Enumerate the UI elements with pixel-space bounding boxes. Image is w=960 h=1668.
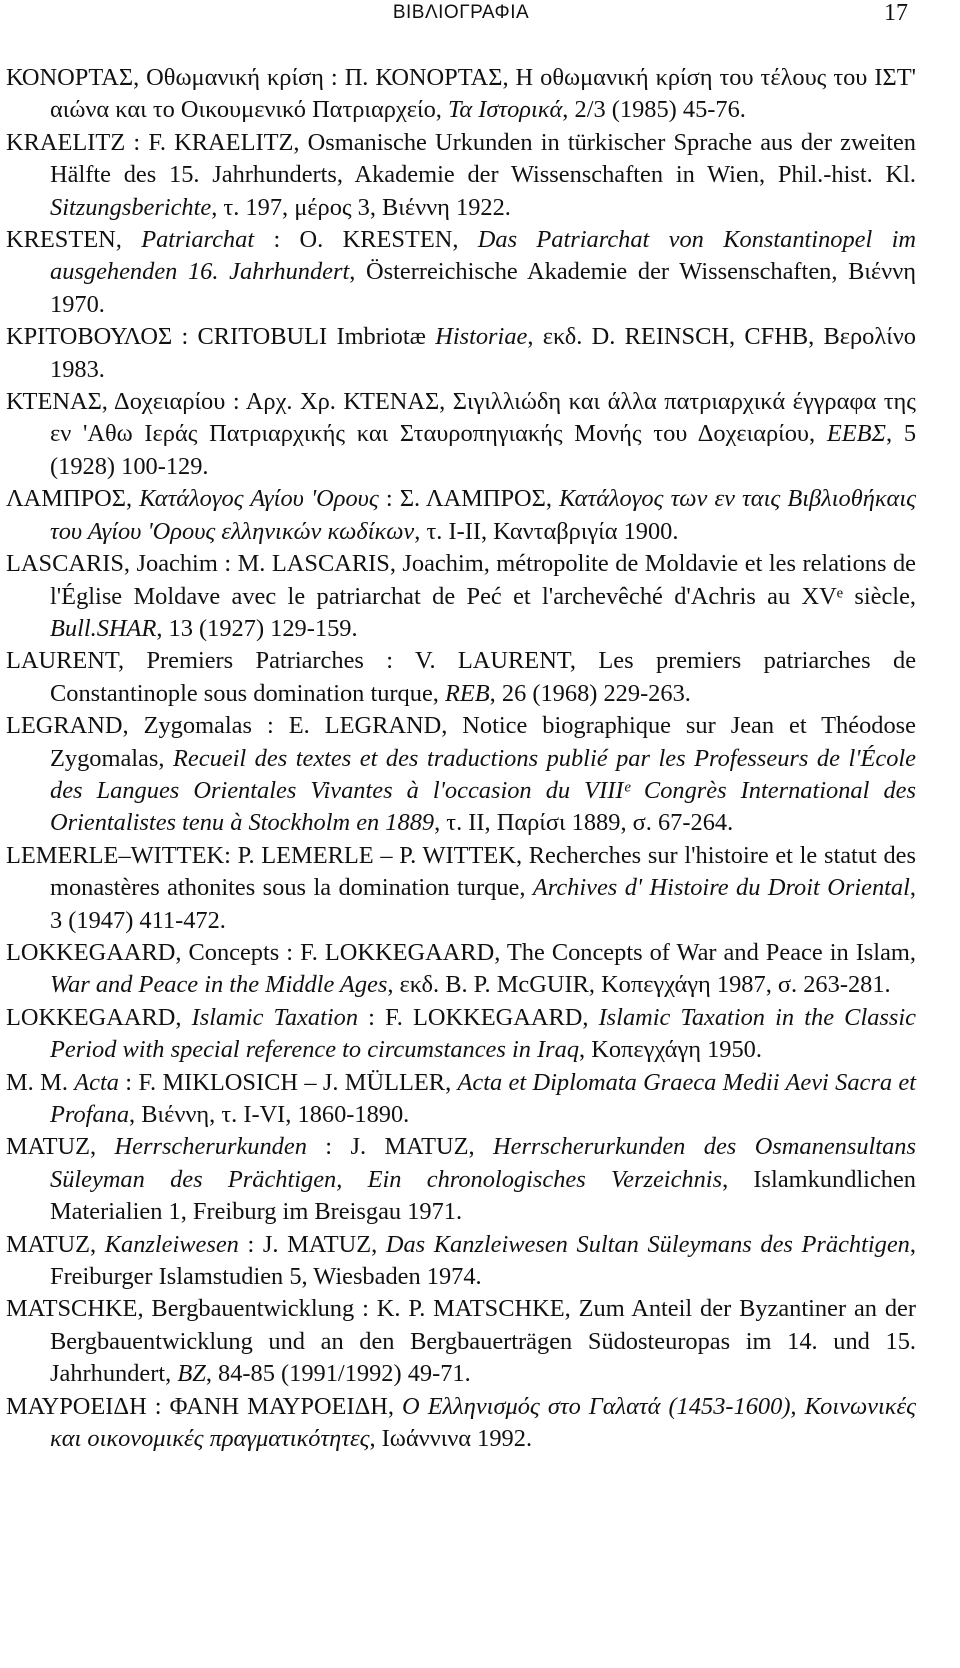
entry-separator: : xyxy=(238,1230,263,1258)
entry-separator: : xyxy=(306,1133,351,1161)
entry-text: O. KRESTEN, xyxy=(299,226,478,254)
entry-text: , τ. ΙΙ, Παρίσι 1889, σ. 67-264. xyxy=(434,809,734,837)
entry-text: K. P. MATSCHKE, Zum Anteil der Byzantiner an der Bergbauentwicklung und an den Bergbauerträgen Südosteuropas im 14. und 15. Jahrhundert, xyxy=(50,1295,916,1388)
entry-title-italic: Κατάλογος των εν ταις Βιβλιοθήκαις του Αγίου 'Ορους ελληνικών κωδίκων xyxy=(50,485,916,545)
bibliography-entry xyxy=(6,548,916,645)
entry-text: , τ. Ι-ΙΙ, Κανταβριγία 1900. xyxy=(414,517,679,545)
entry-label: MATSCHKE, Bergbauentwicklung xyxy=(6,1295,355,1323)
entry-text: E. LEGRAND, Notice biographique sur Jean et Théodose Zygomalas, xyxy=(50,712,916,772)
entry-title-italic: Das Patriarchat von Konstantinopel im ausgehenden 16. Jahrhundert xyxy=(50,226,916,286)
entry-separator: : xyxy=(118,1068,139,1096)
bibliography-entry xyxy=(6,483,916,548)
bibliography-entry xyxy=(6,224,916,321)
bibliography-entry xyxy=(6,645,916,710)
entry-text: V. LAURENT, Les premiers patriarches de Constantinople sous domination turque, xyxy=(50,647,917,707)
bibliography-list xyxy=(6,62,916,1455)
entry-text: Σ. ΛΑΜΠΡΟΣ, xyxy=(399,485,560,513)
entry-text: J. MATUZ, xyxy=(262,1230,386,1258)
entry-text: , 5 (1928) 100-129. xyxy=(50,420,917,480)
entry-separator: : xyxy=(254,226,300,254)
bibliography-entry xyxy=(6,321,916,386)
entry-label-italic: Kanzleiwesen xyxy=(104,1230,239,1258)
entry-separator: : xyxy=(323,64,345,91)
entry-title-italic: Archives d' Histoire du Droit Oriental xyxy=(532,874,910,902)
entry-separator: : xyxy=(125,128,149,156)
running-title: ΒΙΒΛΙΟΓΡΑΦΙΑ xyxy=(392,2,530,23)
entry-title-italic: Bull.SHAR xyxy=(50,614,157,642)
entry-text: F. LOKKEGAARD, xyxy=(385,1003,599,1031)
entry-title-italic: Islamic Taxation in the Classic Period with special reference to circumstances in Iraq xyxy=(50,1003,916,1064)
entry-label-italic: Islamic Taxation xyxy=(191,1003,359,1031)
entry-text: Αρχ. Χρ. ΚΤΕΝΑΣ, Σιγιλλιώδη και άλλα πατριαρχικά έγγραφα της εν 'Αθω Ιεράς Πατριαρχικής και Σταυροπηγιακής Μονής του Δοχειαρίου, xyxy=(50,388,916,448)
entry-text: , Ιωάννινα 1992. xyxy=(369,1425,533,1453)
entry-label: ΚΟΝΟΡΤΑΣ, Οθωμανική κρίση xyxy=(6,64,324,91)
entry-separator: : xyxy=(279,938,301,966)
entry-text: , Κοπεγχάγη 1950. xyxy=(579,1036,762,1064)
entry-label: ΚΡΙΤΟΒΟΥΛΟΣ xyxy=(6,323,173,351)
entry-text: , Freiburger Islamstudien 5, Wiesbaden 1974. xyxy=(50,1230,916,1291)
entry-text: J. MATUZ, xyxy=(350,1133,493,1161)
entry-title-italic: Acta et Diplomata Graeca Medii Aevi Sacra et Profana xyxy=(50,1068,916,1128)
entry-label-italic: Κατάλογος Αγίου 'Ορους xyxy=(139,485,379,513)
bibliography-entry xyxy=(6,62,916,127)
entry-separator: : xyxy=(172,323,198,351)
entry-separator: : xyxy=(224,841,238,869)
entry-label: LOKKEGAARD, Concepts xyxy=(6,938,280,966)
entry-label: LASCARIS, Joachim xyxy=(6,550,218,578)
bibliography-entry xyxy=(6,1293,916,1390)
entry-separator: : xyxy=(354,1295,377,1323)
entry-separator: : xyxy=(378,485,400,513)
entry-text: M. LASCARIS, Joachim, métropolite de Moldavie et les relations de l'Église Moldave avec le patriarchat de Peć et l'archevêché d'Achris au XVᵉ siècle, xyxy=(50,550,916,610)
page-number: 17 xyxy=(884,0,908,26)
entry-text: , εκδ. D. REINSCH, CFHB, Βερολίνο 1983. xyxy=(50,323,916,383)
entry-text: F. MIKLOSICH – J. MÜLLER, xyxy=(138,1068,458,1096)
entry-label: MATUZ, xyxy=(6,1133,115,1161)
bibliography-entry xyxy=(6,840,916,937)
entry-title-italic: REB xyxy=(444,679,490,707)
entry-text: ΦΑΝΗ ΜΑΥΡΟΕΙΔΗ, xyxy=(169,1392,403,1420)
entry-label: LEGRAND, Zygomalas xyxy=(6,712,252,740)
entry-title-italic: BZ xyxy=(177,1360,206,1388)
entry-text: Π. ΚΟΝΟΡΤΑΣ, Η οθωμανική κρίση του τέλους του ΙΣΤ' αιώνα και το Οικουμενικό Πατριαρχείο, xyxy=(50,64,916,124)
entry-text: P. LEMERLE – P. WITTEK, Recherches sur l'histoire et le statut des monastères athonites sous la domination turque, xyxy=(50,841,917,902)
entry-label: LOKKEGAARD, xyxy=(6,1003,192,1031)
entry-separator: : xyxy=(225,388,246,416)
entry-separator: : xyxy=(217,550,238,578)
entry-title-italic: Historiae xyxy=(435,323,528,351)
entry-title-italic: Das Kanzleiwesen Sultan Süleymans des Prächtigen xyxy=(385,1230,910,1258)
entry-title-italic: Τα Ιστορικά xyxy=(447,96,563,124)
entry-text: , 3 (1947) 411-472. xyxy=(50,874,916,934)
entry-text: , εκδ. B. P. McGUIR, Κοπεγχάγη 1987, σ. 263-281. xyxy=(387,971,891,999)
entry-separator: : xyxy=(358,1003,386,1031)
entry-label: KRAELITZ xyxy=(6,128,126,156)
bibliography-entry xyxy=(6,1229,916,1294)
bibliography-entry xyxy=(6,1002,916,1067)
entry-text: CRITOBULI Imbriotæ xyxy=(197,323,436,351)
entry-title-italic: Recueil des textes et des traductions publié par les Professeurs de l'École des Langues Orientales Vivantes à l'occasion du VIIIᵉ Congrès International des Orientalistes tenu à Stockholm en 1889 xyxy=(50,744,916,837)
entry-label: ΜΑΥΡΟΕΙΔΗ xyxy=(6,1392,147,1420)
entry-label: ΚΤΕΝΑΣ, Δοχειαρίου xyxy=(6,388,226,416)
entry-title-italic: ΕΕΒΣ xyxy=(826,420,887,448)
running-header xyxy=(6,0,916,56)
entry-label: ΛΑΜΠΡΟΣ, xyxy=(6,485,140,513)
entry-title-italic: Ο Ελληνισμός στο Γαλατά (1453-1600), Κοινωνικές και οικονομικές πραγματικότητες xyxy=(50,1392,916,1453)
entry-label: LEMERLE–WITTEK xyxy=(6,841,225,869)
entry-text: , Βιέννη, τ. I-VI, 1860-1890. xyxy=(129,1101,410,1128)
bibliography-entry xyxy=(6,1131,916,1228)
entry-label-italic: Patriarchat xyxy=(141,226,255,254)
entry-text: F. LOKKEGAARD, The Concepts of War and Peace in Islam, xyxy=(300,938,916,966)
bibliography-entry xyxy=(6,937,916,1002)
entry-title-italic: Sitzungsberichte xyxy=(50,193,212,221)
bibliography-entry xyxy=(6,386,916,483)
entry-separator: : xyxy=(363,647,415,675)
entry-separator: : xyxy=(146,1392,170,1420)
entry-text: F. KRAELITZ, Osmanische Urkunden in türkischer Sprache aus der zweiten Hälfte des 15. Jahrhunderts, Akademie der Wissenschaften in Wien, Phil.-hist. Kl. xyxy=(50,128,916,189)
bibliography-entry xyxy=(6,1067,916,1132)
entry-text: , 2/3 (1985) 45-76. xyxy=(562,96,746,124)
entry-label-italic: Herrscherurkunden xyxy=(114,1133,307,1161)
entry-label: MATUZ, xyxy=(6,1230,105,1258)
entry-label-italic: Acta xyxy=(74,1068,119,1096)
bibliography-entry xyxy=(6,1391,916,1456)
entry-text: , 26 (1968) 229-263. xyxy=(489,679,691,707)
entry-text: , Islamkundlichen Materialien 1, Freiburg im Breisgau 1971. xyxy=(50,1165,916,1226)
entry-title-italic: Herrscherurkunden des Osmanensultans Süleyman des Prächtigen, Ein chronologisches Verzeichnis xyxy=(50,1133,916,1193)
bibliography-entry xyxy=(6,710,916,840)
entry-label: KRESTEN, xyxy=(6,226,142,254)
entry-label: LAURENT, Premiers Patriarches xyxy=(6,647,364,675)
entry-text: , 84-85 (1991/1992) 49-71. xyxy=(205,1360,471,1388)
entry-text: , Österreichische Akademie der Wissenschaften, Βιέννη 1970. xyxy=(50,258,916,318)
entry-label: M. M. xyxy=(6,1068,75,1096)
bibliography-entry xyxy=(6,127,916,224)
entry-title-italic: War and Peace in the Middle Ages xyxy=(50,971,388,999)
entry-text: , 13 (1927) 129-159. xyxy=(156,614,358,642)
entry-text: , τ. 197, μέρος 3, Βιέννη 1922. xyxy=(211,193,511,221)
entry-separator: : xyxy=(251,712,289,740)
